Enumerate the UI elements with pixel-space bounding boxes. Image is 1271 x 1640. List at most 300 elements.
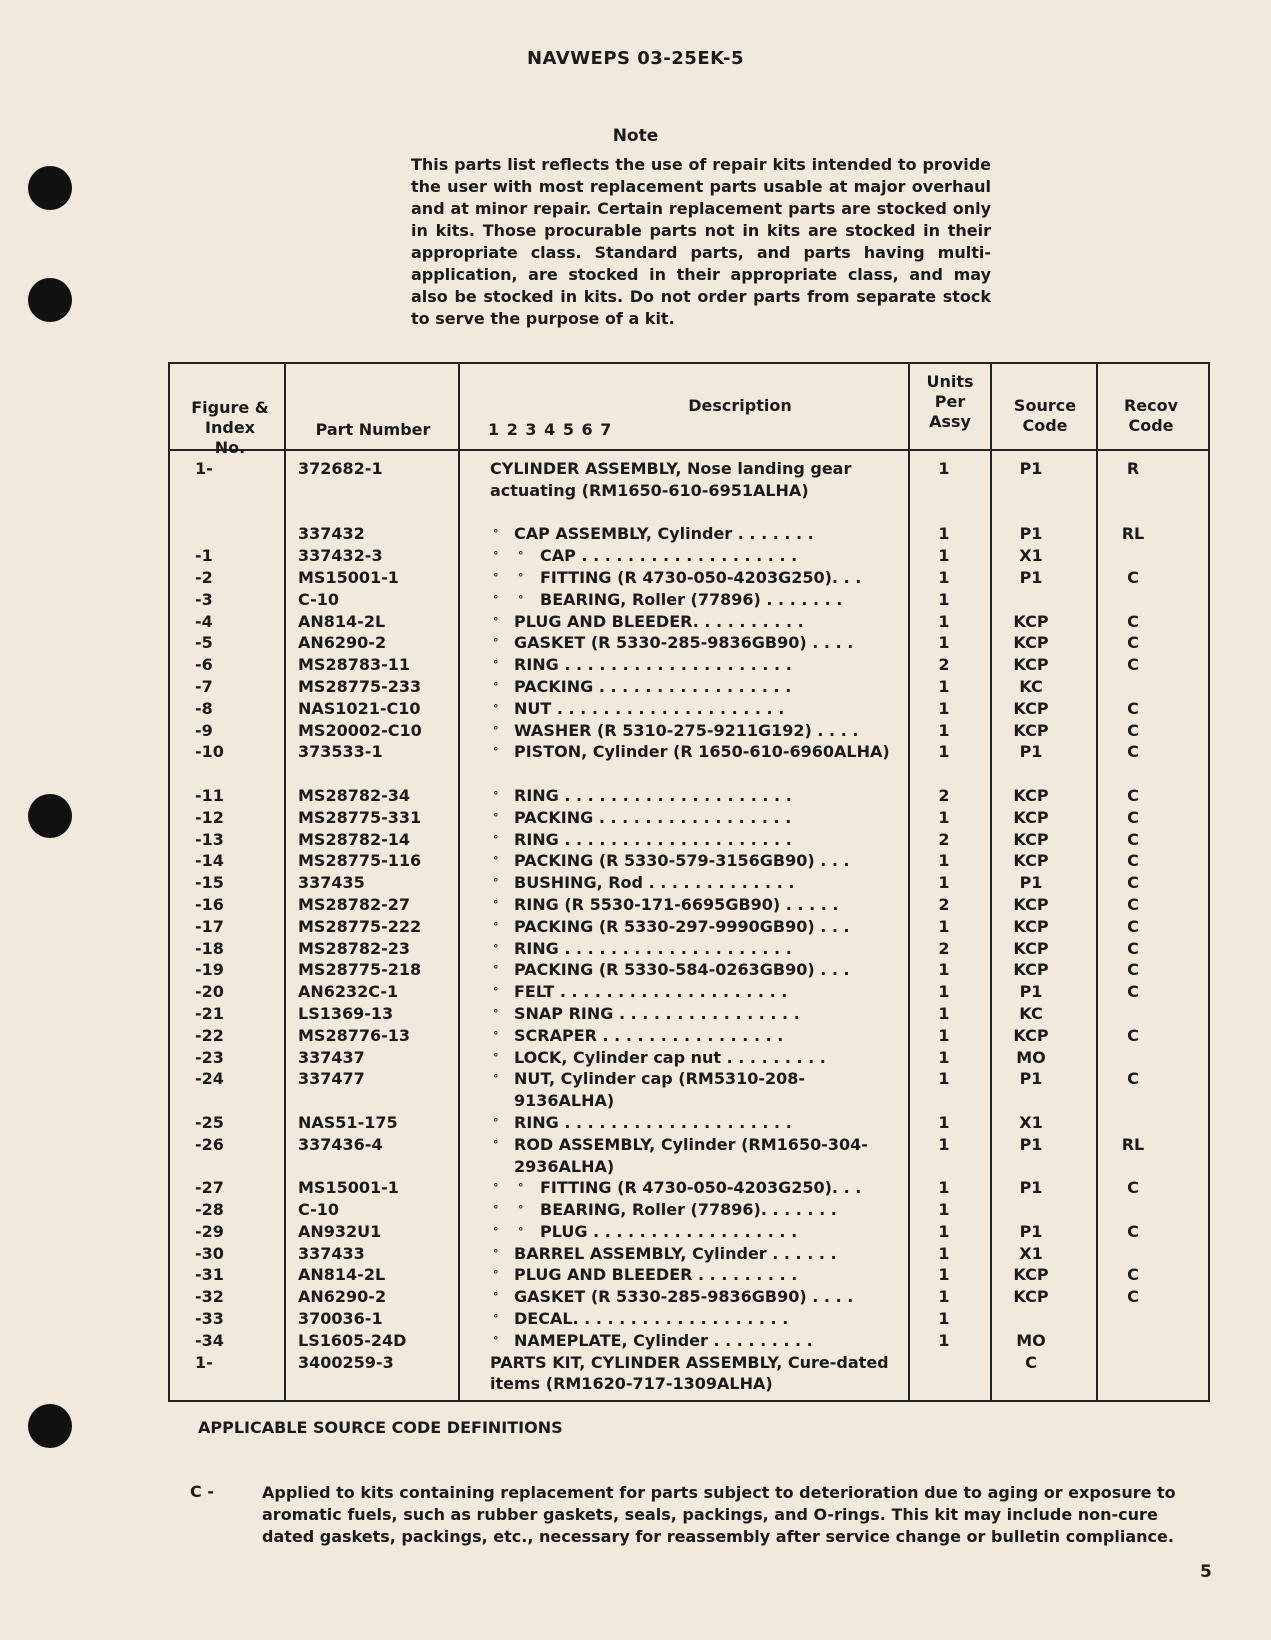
- source-code: KCP: [1013, 938, 1049, 958]
- part-number: MS20002-C10: [298, 720, 422, 740]
- units-per-assy: 1: [938, 676, 950, 696]
- figure-index: -23: [195, 1047, 224, 1067]
- indent-marker: °: [493, 1203, 499, 1217]
- figure-index: 1-: [195, 459, 213, 478]
- figure-index: -28: [195, 1200, 224, 1220]
- figure-index: -26: [195, 1134, 224, 1154]
- figure-index: -32: [195, 1287, 224, 1307]
- units-per-assy: 1: [938, 982, 950, 1002]
- figure-index: -17: [195, 916, 224, 936]
- description: ROD ASSEMBLY, Cylinder (RM1650-304-2936ALHA): [514, 1134, 868, 1176]
- binder-hole: [28, 278, 72, 322]
- table-row: [0, 458, 1271, 523]
- units-per-assy: 1: [938, 1265, 950, 1285]
- table-body: [0, 458, 1271, 1395]
- indent-marker: °: [493, 658, 499, 672]
- recov-code: C: [1127, 742, 1139, 762]
- figure-index: -4: [195, 611, 213, 631]
- figure-index: -21: [195, 1003, 224, 1023]
- table-row: [0, 611, 1271, 633]
- units-per-assy: 1: [938, 1134, 950, 1154]
- units-per-assy: 1: [938, 567, 950, 587]
- header-units: Units Per Assy: [926, 372, 974, 431]
- table-row: [0, 545, 1271, 567]
- part-number: AN6232C-1: [298, 982, 399, 1002]
- figure-index: -19: [195, 960, 224, 980]
- indent-marker: °: [493, 1268, 499, 1282]
- units-per-assy: 1: [938, 1309, 950, 1329]
- indent-marker: °: [493, 919, 499, 933]
- indent-marker: °: [493, 897, 499, 911]
- units-per-assy: 2: [938, 785, 950, 805]
- recov-code: C: [1127, 1287, 1139, 1307]
- description: RING . . . . . . . . . . . . . . . . . . . .: [514, 1112, 792, 1132]
- part-number: C-10: [298, 1200, 340, 1220]
- source-code: KCP: [1013, 894, 1049, 914]
- part-number: AN814-2L: [298, 1265, 386, 1285]
- units-per-assy: 1: [938, 589, 950, 609]
- description: CAP . . . . . . . . . . . . . . . . . . .: [540, 546, 798, 566]
- indent-marker: °: [493, 941, 499, 955]
- indent-marker: °: [493, 1224, 499, 1238]
- table-row: [0, 938, 1271, 960]
- binder-hole: [28, 1404, 72, 1448]
- description: CYLINDER ASSEMBLY, Nose landing gear actuating (RM1650-610-6951ALHA): [490, 459, 852, 500]
- description: BARREL ASSEMBLY, Cylinder . . . . . .: [514, 1243, 837, 1263]
- units-per-assy: 2: [938, 655, 950, 675]
- source-code: P1: [1019, 524, 1043, 544]
- part-number: MS28782-14: [298, 829, 411, 849]
- units-per-assy: 1: [938, 1047, 950, 1067]
- figure-index: -5: [195, 633, 213, 653]
- part-number: NAS51-175: [298, 1112, 398, 1132]
- part-number: MS28775-222: [298, 916, 422, 936]
- header-recov: Recov Code: [1123, 396, 1179, 435]
- description: LOCK, Cylinder cap nut . . . . . . . . .: [514, 1047, 826, 1067]
- units-per-assy: 1: [938, 960, 950, 980]
- part-number: LS1605-24D: [298, 1330, 407, 1350]
- indent-marker: °: [493, 745, 499, 759]
- units-per-assy: 1: [938, 807, 950, 827]
- part-number: AN814-2L: [298, 611, 386, 631]
- note-body: This parts list reflects the use of repair kits intended to provide the user with most replacement parts usable at major overhaul and at minor repair. Certain replacement parts are stocked only in kits. Those procurable parts not in kits are stocked in their appropriate class. Standard parts, and parts having multi-application, are stocked in their appropriate class, and may also be stocked in kits. Do not order parts from separate stock to serve the purpose of a kit.: [411, 155, 991, 328]
- table-row: [0, 785, 1271, 807]
- source-code: KCP: [1013, 785, 1049, 805]
- indent-marker: °: [493, 1181, 499, 1195]
- description: SNAP RING . . . . . . . . . . . . . . . .: [514, 1003, 800, 1023]
- source-code: KC: [1019, 676, 1043, 696]
- table-row: [0, 1221, 1271, 1243]
- source-code: KCP: [1013, 720, 1049, 740]
- indent-marker: °: [493, 1290, 499, 1304]
- part-number: NAS1021-C10: [298, 698, 421, 718]
- table-row: [0, 1003, 1271, 1025]
- units-per-assy: 1: [938, 873, 950, 893]
- table-row: [0, 1330, 1271, 1352]
- part-number: LS1369-13: [298, 1003, 394, 1023]
- indent-marker: °: [493, 1137, 499, 1151]
- page-number: 5: [1200, 1562, 1212, 1582]
- indent-marker: °: [493, 592, 499, 606]
- figure-index: -8: [195, 698, 213, 718]
- source-code: KCP: [1013, 1265, 1049, 1285]
- header-figure: Figure & Index No.: [191, 398, 269, 457]
- indent-marker: °: [493, 636, 499, 650]
- source-code: KCP: [1013, 1025, 1049, 1045]
- table-row: [0, 1047, 1271, 1069]
- table-row: [0, 1199, 1271, 1221]
- source-code: P1: [1019, 1221, 1043, 1241]
- source-code: C: [1025, 1352, 1037, 1372]
- description: PISTON, Cylinder (R 1650-610-6960ALHA): [514, 742, 890, 762]
- indent-marker: °: [493, 1028, 499, 1042]
- part-number: 370036-1: [298, 1309, 383, 1329]
- recov-code: C: [1127, 807, 1139, 827]
- description: SCRAPER . . . . . . . . . . . . . . . .: [514, 1025, 784, 1045]
- description: RING . . . . . . . . . . . . . . . . . . . .: [514, 655, 792, 675]
- units-per-assy: 1: [938, 698, 950, 718]
- table-row: [0, 632, 1271, 654]
- units-per-assy: 1: [938, 1221, 950, 1241]
- source-code: KCP: [1013, 1287, 1049, 1307]
- table-row: [0, 676, 1271, 698]
- table-row: [0, 850, 1271, 872]
- description: PACKING . . . . . . . . . . . . . . . . .: [514, 676, 792, 696]
- figure-index: -24: [195, 1069, 224, 1089]
- table-row: [0, 523, 1271, 545]
- units-per-assy: 2: [938, 829, 950, 849]
- part-number: 337435: [298, 873, 365, 893]
- figure-index: -1: [195, 546, 213, 566]
- units-per-assy: 1: [938, 1112, 950, 1132]
- header-description: Description: [688, 396, 792, 415]
- part-number: AN6290-2: [298, 1287, 387, 1307]
- part-number: MS15001-1: [298, 567, 399, 587]
- table-row: [0, 1177, 1271, 1199]
- definitions-heading: APPLICABLE SOURCE CODE DEFINITIONS: [198, 1418, 563, 1437]
- recov-code: C: [1127, 611, 1139, 631]
- figure-index: -6: [195, 655, 213, 675]
- figure-index: -9: [195, 720, 213, 740]
- recov-code: C: [1127, 851, 1139, 871]
- part-number: 337432-3: [298, 546, 383, 566]
- indent-marker: °: [518, 592, 524, 606]
- table-row: [0, 1025, 1271, 1047]
- source-code: KCP: [1013, 916, 1049, 936]
- table-row: [0, 959, 1271, 981]
- part-number: 337477: [298, 1069, 365, 1089]
- description: NUT, Cylinder cap (RM5310-208-9136ALHA): [514, 1069, 806, 1111]
- recov-code: C: [1127, 785, 1139, 805]
- description: PACKING (R 5330-297-9990GB90) . . .: [514, 916, 850, 936]
- figure-index: -33: [195, 1309, 224, 1329]
- description: BUSHING, Rod . . . . . . . . . . . . .: [514, 873, 795, 893]
- indent-marker: °: [493, 549, 499, 563]
- description: FELT . . . . . . . . . . . . . . . . . . . .: [514, 982, 788, 1002]
- source-code: KCP: [1013, 633, 1049, 653]
- description: FITTING (R 4730-050-4203G250). . .: [540, 1178, 862, 1198]
- table-row: [0, 894, 1271, 916]
- header-divider: [168, 449, 1210, 451]
- description: GASKET (R 5330-285-9836GB90) . . . .: [514, 1287, 854, 1307]
- description: BEARING, Roller (77896). . . . . . .: [540, 1200, 837, 1220]
- units-per-assy: 1: [938, 1287, 950, 1307]
- units-per-assy: 1: [938, 1200, 950, 1220]
- table-row: [0, 807, 1271, 829]
- description: PACKING . . . . . . . . . . . . . . . . .: [514, 807, 792, 827]
- indent-marker: °: [493, 570, 499, 584]
- indent-marker: °: [493, 1115, 499, 1129]
- definition-code: C -: [190, 1482, 214, 1501]
- source-code: KCP: [1013, 829, 1049, 849]
- source-code: KC: [1019, 1003, 1043, 1023]
- units-per-assy: 1: [938, 1243, 950, 1263]
- part-number: MS28776-13: [298, 1025, 411, 1045]
- source-code: X1: [1019, 1243, 1043, 1263]
- units-per-assy: 1: [938, 1003, 950, 1023]
- description: CAP ASSEMBLY, Cylinder . . . . . . .: [514, 524, 814, 544]
- indent-marker: °: [518, 1203, 524, 1217]
- source-code: KCP: [1013, 655, 1049, 675]
- recov-code: C: [1127, 1025, 1139, 1045]
- recov-code: RL: [1121, 1134, 1145, 1154]
- part-number: 337432: [298, 524, 365, 544]
- figure-index: -3: [195, 589, 213, 609]
- note-title: Note: [612, 126, 659, 146]
- source-code: P1: [1019, 567, 1043, 587]
- table-row: [0, 1243, 1271, 1265]
- figure-index: 1-: [195, 1352, 213, 1372]
- binder-hole: [28, 166, 72, 210]
- indent-marker: °: [518, 570, 524, 584]
- units-per-assy: 1: [938, 611, 950, 631]
- document-id: NAVWEPS 03-25EK-5: [526, 48, 745, 69]
- indent-marker: °: [493, 723, 499, 737]
- part-number: MS28782-23: [298, 938, 411, 958]
- source-code: P1: [1019, 982, 1043, 1002]
- table-row: [0, 720, 1271, 742]
- units-per-assy: 1: [938, 720, 950, 740]
- source-code: X1: [1019, 546, 1043, 566]
- indent-marker: °: [493, 854, 499, 868]
- units-per-assy: 1: [938, 742, 950, 762]
- indent-marker: °: [493, 876, 499, 890]
- table-row: [0, 981, 1271, 1003]
- indent-marker: °: [518, 1181, 524, 1195]
- figure-index: -18: [195, 938, 224, 958]
- figure-index: -15: [195, 873, 224, 893]
- table-row: [0, 1068, 1271, 1112]
- description: NAMEPLATE, Cylinder . . . . . . . . .: [514, 1330, 813, 1350]
- part-number: MS28775-233: [298, 676, 422, 696]
- source-code: P1: [1019, 1069, 1043, 1089]
- source-code: P1: [1019, 1134, 1043, 1154]
- figure-index: -14: [195, 851, 224, 871]
- part-number: 372682-1: [298, 459, 383, 478]
- part-number: MS28782-34: [298, 785, 411, 805]
- recov-code: RL: [1121, 524, 1145, 544]
- description: RING . . . . . . . . . . . . . . . . . . . .: [514, 938, 792, 958]
- part-number: C-10: [298, 589, 340, 609]
- indent-marker: °: [493, 614, 499, 628]
- figure-index: -10: [195, 742, 224, 762]
- header-source: Source Code: [1013, 396, 1077, 435]
- description: PLUG AND BLEEDER . . . . . . . . .: [514, 1265, 798, 1285]
- indent-marker: °: [493, 985, 499, 999]
- recov-code: C: [1127, 894, 1139, 914]
- units-per-assy: 1: [938, 524, 950, 544]
- source-code: X1: [1019, 1112, 1043, 1132]
- units-per-assy: 2: [938, 894, 950, 914]
- description: RING . . . . . . . . . . . . . . . . . . . .: [514, 785, 792, 805]
- source-code: MO: [1016, 1047, 1046, 1067]
- source-code: MO: [1016, 1330, 1046, 1350]
- units-per-assy: 2: [938, 938, 950, 958]
- recov-code: R: [1126, 459, 1140, 478]
- source-code: KCP: [1013, 611, 1049, 631]
- indent-marker: °: [493, 788, 499, 802]
- figure-index: -11: [195, 785, 224, 805]
- figure-index: -13: [195, 829, 224, 849]
- part-number: AN6290-2: [298, 633, 387, 653]
- part-number: MS15001-1: [298, 1178, 399, 1198]
- table-row: [0, 1286, 1271, 1308]
- description: RING (R 5530-171-6695GB90) . . . . .: [514, 894, 839, 914]
- indent-marker: °: [493, 1072, 499, 1086]
- units-per-assy: 1: [938, 459, 950, 478]
- table-row: [0, 741, 1271, 785]
- part-number: MS28782-27: [298, 894, 411, 914]
- units-per-assy: 1: [938, 633, 950, 653]
- recov-code: C: [1127, 1069, 1139, 1089]
- source-code: P1: [1019, 459, 1043, 478]
- part-number: 337437: [298, 1047, 365, 1067]
- table-row: [0, 654, 1271, 676]
- indent-marker: °: [493, 1246, 499, 1260]
- figure-index: -16: [195, 894, 224, 914]
- indent-marker: °: [493, 1312, 499, 1326]
- figure-index: -22: [195, 1025, 224, 1045]
- recov-code: C: [1127, 567, 1139, 587]
- source-code: P1: [1019, 742, 1043, 762]
- units-per-assy: 1: [938, 1178, 950, 1198]
- table-row: [0, 1134, 1271, 1178]
- description: GASKET (R 5330-285-9836GB90) . . . .: [514, 633, 854, 653]
- recov-code: C: [1127, 720, 1139, 740]
- recov-code: C: [1127, 655, 1139, 675]
- part-number: MS28783-11: [298, 655, 411, 675]
- indent-marker: °: [493, 527, 499, 541]
- recov-code: C: [1127, 698, 1139, 718]
- recov-code: C: [1127, 1265, 1139, 1285]
- figure-index: -31: [195, 1265, 224, 1285]
- description: PACKING (R 5330-584-0263GB90) . . .: [514, 960, 850, 980]
- part-number: 337436-4: [298, 1134, 383, 1154]
- table-row: [0, 698, 1271, 720]
- table-row: [0, 1112, 1271, 1134]
- description: RING . . . . . . . . . . . . . . . . . . . .: [514, 829, 792, 849]
- indent-marker: °: [493, 1333, 499, 1347]
- description: PLUG . . . . . . . . . . . . . . . . . .: [540, 1221, 798, 1241]
- description: PACKING (R 5330-579-3156GB90) . . .: [514, 851, 850, 871]
- part-number: 373533-1: [298, 742, 383, 762]
- recov-code: C: [1127, 938, 1139, 958]
- table-row: [0, 1352, 1271, 1396]
- recov-code: C: [1127, 1221, 1139, 1241]
- indent-marker: °: [493, 810, 499, 824]
- description: WASHER (R 5310-275-9211G192) . . . .: [514, 720, 859, 740]
- units-per-assy: 1: [938, 851, 950, 871]
- table-row: [0, 1264, 1271, 1286]
- description: FITTING (R 4730-050-4203G250). . .: [540, 567, 862, 587]
- units-per-assy: 1: [938, 546, 950, 566]
- figure-index: -29: [195, 1221, 224, 1241]
- indent-marker: °: [493, 832, 499, 846]
- source-code: P1: [1019, 873, 1043, 893]
- recov-code: C: [1127, 873, 1139, 893]
- indent-marker: °: [493, 1006, 499, 1020]
- figure-index: -25: [195, 1112, 224, 1132]
- source-code: P1: [1019, 1178, 1043, 1198]
- source-code: KCP: [1013, 807, 1049, 827]
- units-per-assy: 1: [938, 1069, 950, 1089]
- recov-code: C: [1127, 916, 1139, 936]
- figure-index: -30: [195, 1243, 224, 1263]
- indent-marker: °: [518, 1224, 524, 1238]
- part-number: MS28775-331: [298, 807, 422, 827]
- source-code: KCP: [1013, 851, 1049, 871]
- indent-marker: °: [493, 963, 499, 977]
- units-per-assy: 1: [938, 1025, 950, 1045]
- recov-code: C: [1127, 960, 1139, 980]
- description: PLUG AND BLEEDER. . . . . . . . . .: [514, 611, 804, 631]
- source-code: KCP: [1013, 698, 1049, 718]
- header-part-number: Part Number: [315, 420, 431, 439]
- description: BEARING, Roller (77896) . . . . . . .: [540, 589, 843, 609]
- indent-marker: °: [493, 679, 499, 693]
- figure-index: -12: [195, 807, 224, 827]
- part-number: MS28775-116: [298, 851, 422, 871]
- recov-code: C: [1127, 633, 1139, 653]
- table-row: [0, 567, 1271, 589]
- units-per-assy: 1: [938, 1330, 950, 1350]
- part-number: 3400259-3: [298, 1352, 394, 1372]
- table-row: [0, 916, 1271, 938]
- table-row: [0, 829, 1271, 851]
- indent-marker: °: [493, 1050, 499, 1064]
- recov-code: C: [1127, 1178, 1139, 1198]
- part-number: 337433: [298, 1243, 365, 1263]
- figure-index: -34: [195, 1330, 224, 1350]
- description: DECAL. . . . . . . . . . . . . . . . . . .: [514, 1309, 789, 1329]
- part-number: MS28775-218: [298, 960, 422, 980]
- table-row: [0, 872, 1271, 894]
- part-number: AN932U1: [298, 1221, 382, 1241]
- indent-marker: °: [518, 549, 524, 563]
- indent-marker: °: [493, 701, 499, 715]
- description: NUT . . . . . . . . . . . . . . . . . . . .: [514, 698, 785, 718]
- figure-index: -2: [195, 567, 213, 587]
- recov-code: C: [1127, 829, 1139, 849]
- table-row: [0, 589, 1271, 611]
- figure-index: -27: [195, 1178, 224, 1198]
- table-row: [0, 1308, 1271, 1330]
- description: PARTS KIT, CYLINDER ASSEMBLY, Cure-dated items (RM1620-717-1309ALHA): [490, 1352, 889, 1394]
- definition-text: Applied to kits containing replacement for parts subject to deterioration due to aging or exposure to aromatic fuels, such as rubber gaskets, seals, packings, and O-rings. This kit may include non-cure dated gaskets, packings, etc., necessary for reassembly after service change or bulletin compliance.: [262, 1483, 1176, 1546]
- source-code: KCP: [1013, 960, 1049, 980]
- figure-index: -7: [195, 676, 213, 696]
- header-indent-levels: 1 2 3 4 5 6 7: [488, 420, 613, 439]
